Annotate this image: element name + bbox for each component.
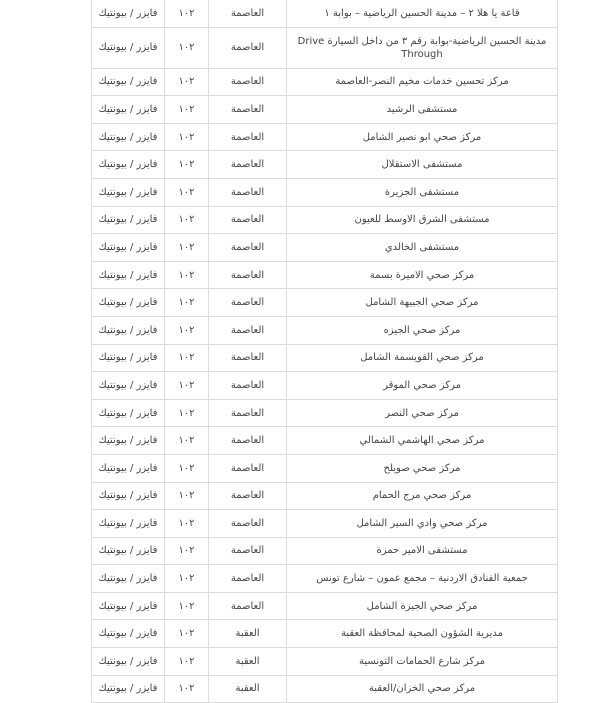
- table-row: [92, 427, 558, 455]
- location-cell: مستشفى الامير حمزة: [287, 537, 558, 565]
- table-row: [92, 648, 558, 676]
- governorate-cell: العاصمة: [209, 537, 287, 565]
- location-cell: مركز صحي الجبيهة الشامل: [287, 289, 558, 317]
- vaccine-cell: فايزر / بيونتيك: [92, 344, 165, 372]
- age-cell: ١٠٢: [165, 96, 209, 124]
- location-cell: مركز صحي صويلح: [287, 454, 558, 482]
- location-cell: مستشفى الخالدي: [287, 234, 558, 262]
- table-row: [92, 151, 558, 179]
- location-cell: مركز تحسين خدمات مخيم النصر-العاصمة: [287, 68, 558, 96]
- vaccine-cell: فايزر / بيونتيك: [92, 620, 165, 648]
- vaccine-cell: فايزر / بيونتيك: [92, 68, 165, 96]
- governorate-cell: العاصمة: [209, 96, 287, 124]
- age-cell: ١٠٢: [165, 648, 209, 676]
- table-row: [92, 96, 558, 124]
- age-cell: ١٠٢: [165, 27, 209, 68]
- age-cell: ١٠٢: [165, 454, 209, 482]
- table-row: [92, 675, 558, 703]
- governorate-cell: العاصمة: [209, 261, 287, 289]
- location-cell: مركز صحي الجيزة الشامل: [287, 592, 558, 620]
- table-row: [92, 68, 558, 96]
- table-row: [92, 372, 558, 400]
- location-cell: مستشفى الشرق الاوسط للعيون: [287, 206, 558, 234]
- age-cell: ١٠٢: [165, 537, 209, 565]
- location-cell: مستشفى الجزيرة: [287, 178, 558, 206]
- governorate-cell: العاصمة: [209, 151, 287, 179]
- location-cell: مركز صحي الجيزه: [287, 316, 558, 344]
- age-cell: ١٠٢: [165, 427, 209, 455]
- location-cell: مديرية الشؤون الصحية لمحافظة العقبة: [287, 620, 558, 648]
- table-row: [92, 206, 558, 234]
- table-row: [92, 344, 558, 372]
- age-cell: ١٠٢: [165, 0, 209, 27]
- vaccine-cell: فايزر / بيونتيك: [92, 372, 165, 400]
- location-cell: مستشفى الاستقلال: [287, 151, 558, 179]
- location-cell: مركز صحي وادي السير الشامل: [287, 510, 558, 538]
- vaccine-cell: فايزر / بيونتيك: [92, 289, 165, 317]
- location-cell: مركز شارع الحمامات التونسية: [287, 648, 558, 676]
- vaccine-cell: فايزر / بيونتيك: [92, 537, 165, 565]
- age-cell: ١٠٢: [165, 289, 209, 317]
- age-cell: ١٠٢: [165, 151, 209, 179]
- location-cell: قاعة يا هلا ٢ – مدينة الحسين الرياضية – بوابة ١: [287, 0, 558, 27]
- governorate-cell: العاصمة: [209, 399, 287, 427]
- governorate-cell: العاصمة: [209, 454, 287, 482]
- location-cell: مركز صحي الموقر: [287, 372, 558, 400]
- governorate-cell: العقبة: [209, 648, 287, 676]
- vaccine-cell: فايزر / بيونتيك: [92, 0, 165, 27]
- table-body: [92, 0, 558, 703]
- table-row: [92, 454, 558, 482]
- location-cell: مركز صحي الاميرة بسمة: [287, 261, 558, 289]
- table-row: [92, 510, 558, 538]
- governorate-cell: العاصمة: [209, 427, 287, 455]
- age-cell: ١٠٢: [165, 234, 209, 262]
- vaccine-cell: فايزر / بيونتيك: [92, 151, 165, 179]
- age-cell: ١٠٢: [165, 123, 209, 151]
- age-cell: ١٠٢: [165, 316, 209, 344]
- governorate-cell: العاصمة: [209, 123, 287, 151]
- vaccine-cell: فايزر / بيونتيك: [92, 316, 165, 344]
- age-cell: ١٠٢: [165, 510, 209, 538]
- vaccine-cell: فايزر / بيونتيك: [92, 123, 165, 151]
- governorate-cell: العاصمة: [209, 178, 287, 206]
- table-row: [92, 482, 558, 510]
- age-cell: ١٠٢: [165, 399, 209, 427]
- table-row: [92, 537, 558, 565]
- governorate-cell: العاصمة: [209, 27, 287, 68]
- governorate-cell: العقبة: [209, 620, 287, 648]
- table-row: [92, 261, 558, 289]
- table-row: [92, 620, 558, 648]
- location-cell: مركز صحي النصر: [287, 399, 558, 427]
- table-row: [92, 234, 558, 262]
- vaccine-cell: فايزر / بيونتيك: [92, 565, 165, 593]
- vaccine-cell: فايزر / بيونتيك: [92, 234, 165, 262]
- governorate-cell: العاصمة: [209, 289, 287, 317]
- vaccine-cell: فايزر / بيونتيك: [92, 675, 165, 703]
- governorate-cell: العاصمة: [209, 344, 287, 372]
- governorate-cell: العاصمة: [209, 0, 287, 27]
- age-cell: ١٠٢: [165, 206, 209, 234]
- governorate-cell: العاصمة: [209, 565, 287, 593]
- location-cell: مركز صحي الخزان/العقبة: [287, 675, 558, 703]
- location-cell: مركز صحي الهاشمي الشمالي: [287, 427, 558, 455]
- vaccine-cell: فايزر / بيونتيك: [92, 427, 165, 455]
- table-row: [92, 0, 558, 27]
- governorate-cell: العاصمة: [209, 316, 287, 344]
- age-cell: ١٠٢: [165, 482, 209, 510]
- governorate-cell: العاصمة: [209, 510, 287, 538]
- location-cell: جمعية الفنادق الاردنية – مجمع عمون – شارع تونس: [287, 565, 558, 593]
- table-row: [92, 123, 558, 151]
- vaccine-cell: فايزر / بيونتيك: [92, 454, 165, 482]
- vaccine-cell: فايزر / بيونتيك: [92, 510, 165, 538]
- governorate-cell: العاصمة: [209, 482, 287, 510]
- location-cell: مركز صحي مرج الحمام: [287, 482, 558, 510]
- table-row: [92, 27, 558, 68]
- location-cell: مستشفى الرشيد: [287, 96, 558, 124]
- age-cell: ١٠٢: [165, 592, 209, 620]
- vaccine-cell: فايزر / بيونتيك: [92, 96, 165, 124]
- governorate-cell: العاصمة: [209, 68, 287, 96]
- age-cell: ١٠٢: [165, 344, 209, 372]
- vaccination-centers-table-wrapper: [91, 0, 547, 703]
- governorate-cell: العاصمة: [209, 592, 287, 620]
- table-row: [92, 399, 558, 427]
- governorate-cell: العاصمة: [209, 206, 287, 234]
- age-cell: ١٠٢: [165, 372, 209, 400]
- governorate-cell: العاصمة: [209, 372, 287, 400]
- location-cell: مركز صحي ابو نصير الشامل: [287, 123, 558, 151]
- age-cell: ١٠٢: [165, 68, 209, 96]
- vaccine-cell: فايزر / بيونتيك: [92, 482, 165, 510]
- vaccine-cell: فايزر / بيونتيك: [92, 178, 165, 206]
- age-cell: ١٠٢: [165, 261, 209, 289]
- vaccine-cell: فايزر / بيونتيك: [92, 27, 165, 68]
- location-cell: مركز صحي القويسمة الشامل: [287, 344, 558, 372]
- age-cell: ١٠٢: [165, 178, 209, 206]
- governorate-cell: العقبة: [209, 675, 287, 703]
- table-row: [92, 178, 558, 206]
- table-row: [92, 565, 558, 593]
- vaccine-cell: فايزر / بيونتيك: [92, 399, 165, 427]
- vaccine-cell: فايزر / بيونتيك: [92, 206, 165, 234]
- age-cell: ١٠٢: [165, 565, 209, 593]
- table-row: [92, 289, 558, 317]
- age-cell: ١٠٢: [165, 675, 209, 703]
- table-row: [92, 316, 558, 344]
- vaccine-cell: فايزر / بيونتيك: [92, 261, 165, 289]
- vaccine-cell: فايزر / بيونتيك: [92, 592, 165, 620]
- location-cell: مدينة الحسين الرياضية-بوابة رقم ٣ من داخل السيارة Drive Through: [287, 27, 558, 68]
- table-row: [92, 592, 558, 620]
- vaccine-cell: فايزر / بيونتيك: [92, 648, 165, 676]
- vaccination-centers-table: [91, 0, 558, 703]
- governorate-cell: العاصمة: [209, 234, 287, 262]
- age-cell: ١٠٢: [165, 620, 209, 648]
